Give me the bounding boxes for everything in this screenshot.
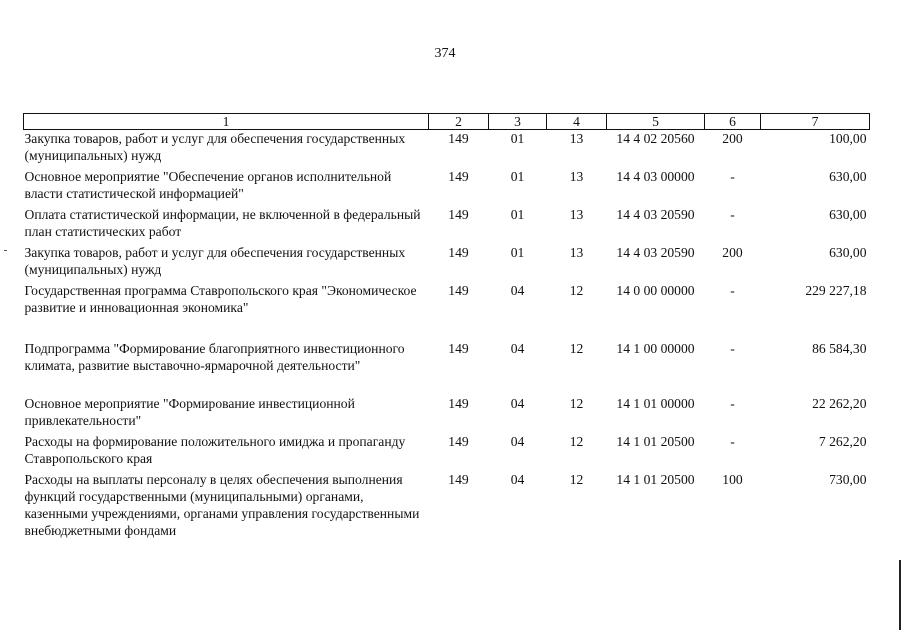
row-subsection-code: 13 bbox=[569, 169, 584, 184]
row-amount: 730,00 bbox=[829, 472, 867, 487]
budget-table bbox=[23, 113, 870, 541]
row-target-code: 14 1 01 00000 bbox=[616, 396, 695, 411]
row-ministry-code: 149 bbox=[448, 434, 469, 449]
table-row bbox=[24, 340, 870, 395]
row-name: Оплата статистической информации, не включенной в федеральный план статистических работ bbox=[24, 207, 421, 239]
row-ministry-code: 149 bbox=[448, 169, 469, 184]
header-col-1: 1 bbox=[24, 114, 429, 130]
row-expense-type: 200 bbox=[722, 131, 743, 146]
row-subsection-code: 12 bbox=[569, 434, 584, 449]
row-amount: 229 227,18 bbox=[805, 283, 867, 298]
table-row bbox=[24, 395, 870, 433]
header-col-7: 7 bbox=[761, 114, 870, 130]
row-ministry-code: 149 bbox=[448, 341, 469, 356]
row-target-code: 14 4 02 20560 bbox=[616, 131, 695, 146]
row-target-code: 14 4 03 20590 bbox=[616, 207, 695, 222]
row-section-code: 01 bbox=[510, 207, 525, 222]
row-amount: 22 262,20 bbox=[812, 396, 867, 411]
row-section-code: 01 bbox=[510, 245, 525, 260]
row-name: Расходы на выплаты персоналу в целях обеспечения выполнения функций государственными (муниципальными) органами, казенными учреждениями, органами управления государственными внебюджетными фондами bbox=[24, 472, 420, 538]
row-ministry-code: 149 bbox=[448, 131, 469, 146]
scan-edge-line bbox=[899, 560, 901, 630]
row-section-code: 04 bbox=[510, 434, 525, 449]
row-subsection-code: 12 bbox=[569, 472, 584, 487]
row-section-code: 04 bbox=[510, 283, 525, 298]
header-col-5: 5 bbox=[607, 114, 705, 130]
row-amount: 630,00 bbox=[829, 245, 867, 260]
row-subsection-code: 13 bbox=[569, 245, 584, 260]
row-subsection-code: 13 bbox=[569, 207, 584, 222]
row-name: Закупка товаров, работ и услуг для обеспечения государственных (муниципальных) нужд bbox=[24, 245, 406, 277]
header-col-4: 4 bbox=[547, 114, 607, 130]
table-row bbox=[24, 282, 870, 340]
row-expense-type: - bbox=[730, 207, 735, 222]
row-subsection-code: 12 bbox=[569, 283, 584, 298]
row-name: Основное мероприятие "Обеспечение органов исполнительной власти статистической информацией" bbox=[24, 169, 392, 201]
row-expense-type: - bbox=[730, 396, 735, 411]
row-amount: 7 262,20 bbox=[818, 434, 867, 449]
row-section-code: 04 bbox=[510, 396, 525, 411]
row-name: Закупка товаров, работ и услуг для обеспечения государственных (муниципальных) нужд bbox=[24, 131, 406, 163]
row-amount: 630,00 bbox=[829, 207, 867, 222]
row-expense-type: - bbox=[730, 169, 735, 184]
row-target-code: 14 0 00 00000 bbox=[616, 283, 695, 298]
table-row bbox=[24, 433, 870, 471]
row-amount: 100,00 bbox=[829, 131, 867, 146]
row-target-code: 14 1 00 00000 bbox=[616, 341, 695, 356]
row-name: Основное мероприятие "Формирование инвестиционной привлекательности" bbox=[24, 396, 355, 428]
row-amount: 86 584,30 bbox=[812, 341, 867, 356]
row-expense-type: - bbox=[730, 283, 735, 298]
row-section-code: 01 bbox=[510, 169, 525, 184]
table-row bbox=[24, 206, 870, 244]
table-row bbox=[24, 168, 870, 206]
row-expense-type: - bbox=[730, 434, 735, 449]
row-subsection-code: 13 bbox=[569, 131, 584, 146]
row-ministry-code: 149 bbox=[448, 283, 469, 298]
header-col-6: 6 bbox=[705, 114, 761, 130]
row-section-code: 04 bbox=[510, 341, 525, 356]
row-ministry-code: 149 bbox=[448, 245, 469, 260]
row-expense-type: 200 bbox=[722, 245, 743, 260]
row-ministry-code: 149 bbox=[448, 396, 469, 411]
scan-margin-mark bbox=[4, 250, 7, 251]
row-ministry-code: 149 bbox=[448, 207, 469, 222]
row-target-code: 14 1 01 20500 bbox=[616, 434, 695, 449]
header-col-3: 3 bbox=[489, 114, 547, 130]
row-ministry-code: 149 bbox=[448, 472, 469, 487]
row-target-code: 14 1 01 20500 bbox=[616, 472, 695, 487]
row-expense-type: 100 bbox=[722, 472, 743, 487]
row-target-code: 14 4 03 20590 bbox=[616, 245, 695, 260]
table-row bbox=[24, 471, 870, 541]
row-target-code: 14 4 03 00000 bbox=[616, 169, 695, 184]
row-subsection-code: 12 bbox=[569, 341, 584, 356]
row-amount: 630,00 bbox=[829, 169, 867, 184]
header-col-2: 2 bbox=[429, 114, 489, 130]
row-section-code: 04 bbox=[510, 472, 525, 487]
row-name: Подпрограмма "Формирование благоприятного инвестиционного климата, развитие выставочно-ярмарочной деятельности" bbox=[24, 341, 405, 373]
table-row bbox=[24, 130, 870, 169]
table-row bbox=[24, 244, 870, 282]
header-row bbox=[24, 114, 870, 130]
row-name: Расходы на формирование положительного имиджа и пропаганду Ставропольского края bbox=[24, 434, 406, 466]
row-expense-type: - bbox=[730, 341, 735, 356]
row-section-code: 01 bbox=[510, 131, 525, 146]
row-subsection-code: 12 bbox=[569, 396, 584, 411]
page-number: 374 bbox=[434, 46, 456, 61]
row-name: Государственная программа Ставропольского края "Экономическое развитие и инновационная экономика" bbox=[24, 283, 417, 315]
